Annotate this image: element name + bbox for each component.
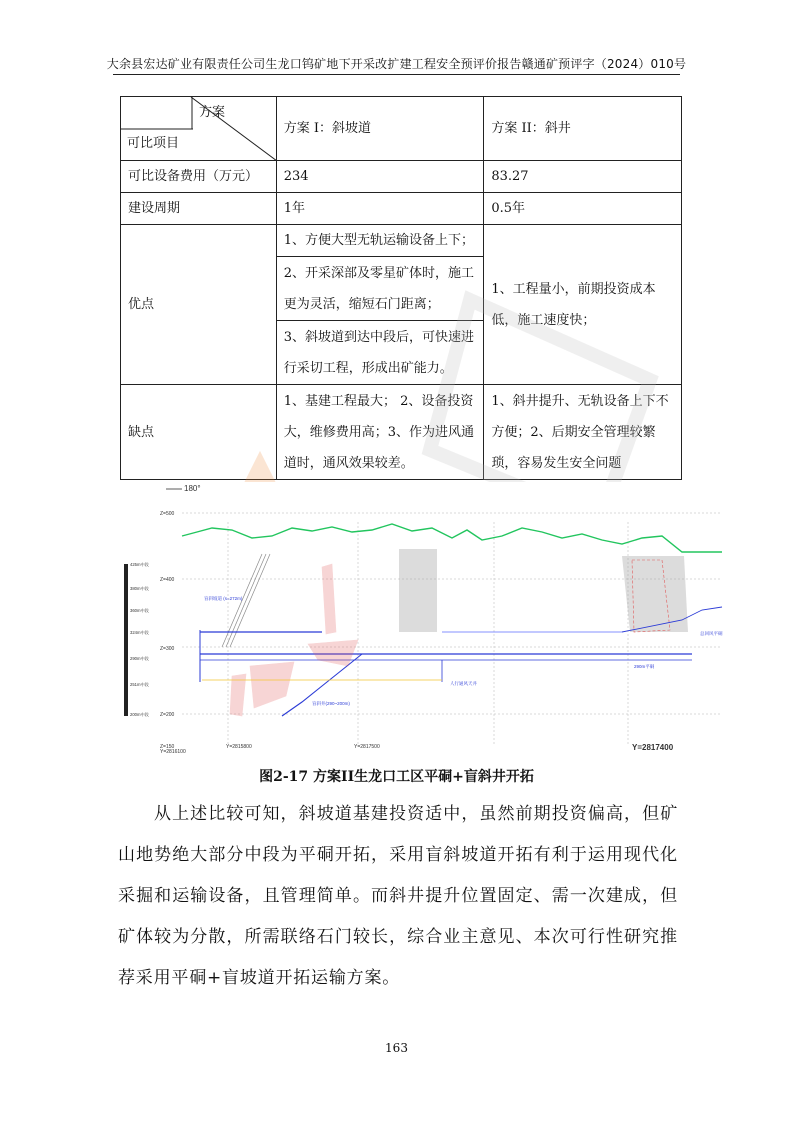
row-label-disadvantages: 缺点 <box>121 385 277 480</box>
annotation-incline: 盲斜井(290~200m) <box>312 701 350 706</box>
corner-bottom-label: 可比项目 <box>127 136 180 151</box>
row-label-period: 建设周期 <box>121 193 277 225</box>
advantage-scheme-2: 1、工程量小，前期投资成本低，施工速度快； <box>484 225 682 385</box>
header-rule <box>113 74 680 75</box>
y-origin-label: Y=2816100 <box>160 749 186 754</box>
cost-scheme-1: 234 <box>276 161 484 193</box>
corner-top-label: 方案 <box>199 105 226 120</box>
period-scheme-2: 0.5年 <box>484 193 682 225</box>
advantage-3-scheme-1: 3、斜坡道到达中段后，可快速进行采切工程，形成出矿能力。 <box>276 321 484 385</box>
comparison-table <box>120 96 682 480</box>
figure-caption: 图2-17 方案II生龙口工区平硐+盲斜井开拓 <box>259 769 534 785</box>
z-label-300: Z=300 <box>160 646 175 652</box>
page-header: 大余县宏达矿业有限责任公司生龙口钨矿地下开采改扩建工程安全预评价报告赣通矿预评字（2024）010号 <box>106 57 687 71</box>
level-290: 290m中段 <box>130 656 149 661</box>
row-label-cost: 可比设备费用（万元） <box>121 161 277 193</box>
z-label-400: Z=400 <box>160 577 175 583</box>
annotation-adit-290: 290m平硐 <box>634 664 655 669</box>
z-label-150: Z=150 <box>160 744 175 750</box>
advantage-2-scheme-1: 2、开采深部及零星矿体时，施工更为灵活，缩短石门距离； <box>276 257 484 321</box>
level-360: 360m中段 <box>130 608 149 613</box>
disadvantage-scheme-2: 1、斜井提升、无轨设备上下不方便；2、后期安全管理较繁琐，容易发生安全问题 <box>484 385 682 480</box>
y-label-1: Y=2815800 <box>226 744 252 750</box>
section-figure <box>122 482 727 754</box>
page-number: 163 <box>385 1041 408 1055</box>
advantage-1-scheme-1: 1、方便大型无轨运输设备上下； <box>276 225 484 257</box>
header-scheme-1: 方案 I：斜坡道 <box>276 97 484 161</box>
annotation-ventilation: 人行通风天井 <box>450 681 477 686</box>
y-label-3: Y=2817400 <box>632 743 674 752</box>
cost-scheme-2: 83.27 <box>484 161 682 193</box>
disadvantage-scheme-1: 1、基建工程最大； 2、设备投资大，维修费用高；3、作为进风通道时，通风效果较差。 <box>276 385 484 480</box>
level-251: 251m中段 <box>130 682 149 687</box>
level-200: 200m中段 <box>130 712 149 717</box>
z-label-200: Z=200 <box>160 712 175 718</box>
period-scheme-1: 1年 <box>276 193 484 225</box>
level-425: 425m中段 <box>130 562 149 567</box>
annotation-ramp: 盲斜坡道 (s=272m) <box>204 596 243 601</box>
row-label-advantages: 优点 <box>121 225 277 385</box>
body-paragraph: 从上述比较可知，斜坡道基建投资适中，虽然前期投资偏高，但矿山地势绝大部分中段为平硐开拓，采用盲斜坡道开拓有利于运用现代化采掘和运输设备，且管理简单。而斜井提升位置固定、需一次建成，但矿体较为分散，所需联络石门较长，综合业主意见、本次可行性研究推荐采用平硐+盲坡道开拓运输方案。 <box>118 804 678 988</box>
angle-label: 180° <box>184 484 201 493</box>
level-380: 380m中段 <box>130 586 149 591</box>
annotation-return-adit: 总回风平硐 <box>700 631 723 636</box>
level-324: 324m中段 <box>130 630 149 635</box>
header-scheme-2: 方案 II：斜井 <box>484 97 682 161</box>
y-label-2: Y=2817500 <box>354 744 380 750</box>
table-corner-cell <box>121 97 277 161</box>
z-label-500: Z=500 <box>160 511 175 517</box>
